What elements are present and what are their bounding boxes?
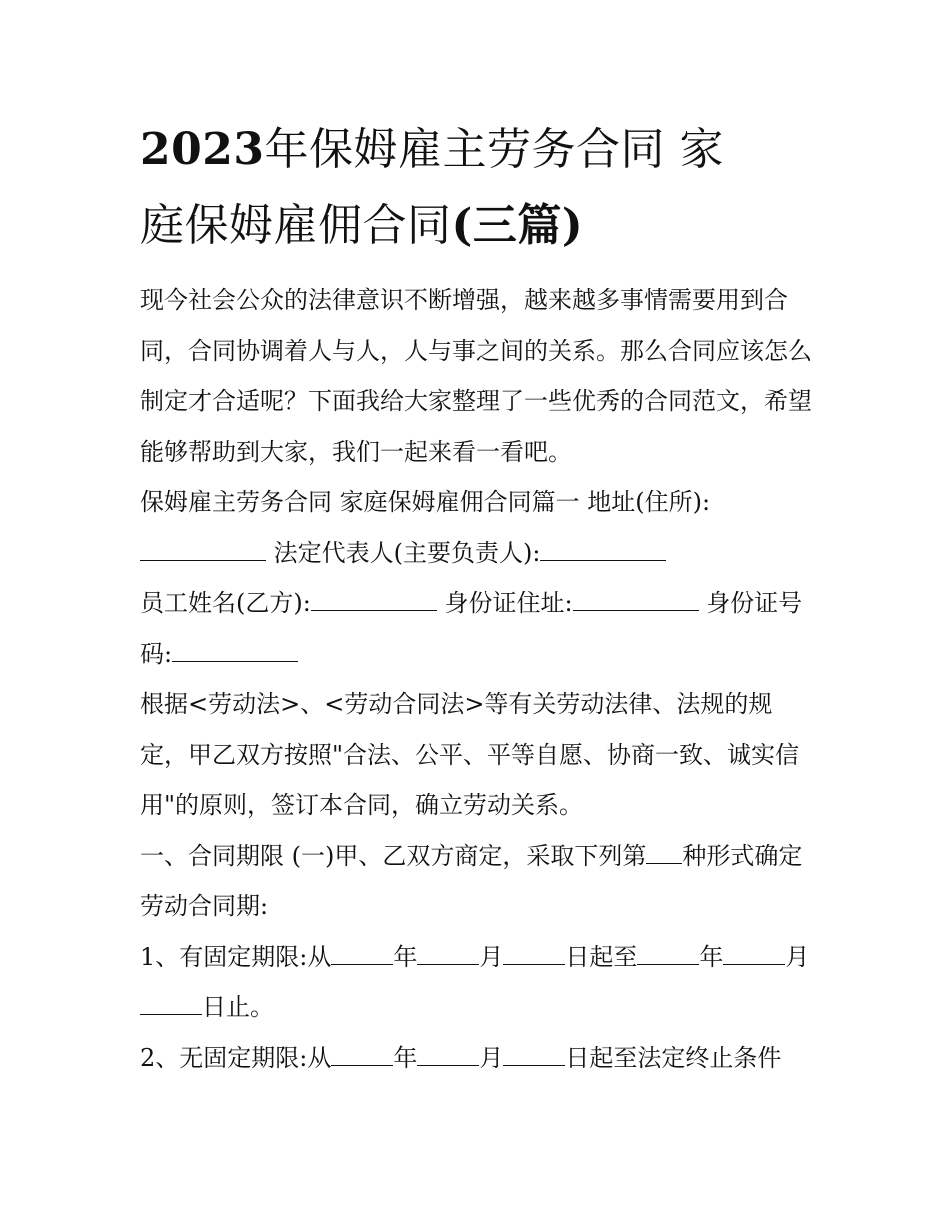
item2-prefix: 2、无固定期限:从 xyxy=(140,1043,332,1072)
legal-rep-label: 法定代表人(主要负责人): xyxy=(273,538,541,567)
title-line1-rest: 年保姆雇主劳务合同 家 xyxy=(264,124,724,175)
item2-end: 日起至法定终止条件 xyxy=(565,1043,782,1072)
item2-start-year-blank xyxy=(331,1042,393,1066)
intro-paragraph: 现今社会公众的法律意识不断增强，越来越多事情需要用到合同，合同协调着人与人，人与事之间的关系。那么合同应该怎么制定才合适呢？下面我给大家整理了一些优秀的合同范文，希望能够帮助到大家，我们一起来看一看吧。 xyxy=(140,286,812,466)
address-blank xyxy=(140,537,266,561)
item1-end-day-blank xyxy=(140,991,202,1015)
basis-paragraph: 根据<劳动法>、<劳动合同法>等有关劳动法律、法规的规定，甲乙双方按照"合法、公平、平等自愿、协商一致、诚实信用"的原则，签订本合同，确立劳动关系。 xyxy=(140,690,800,819)
id-number-blank xyxy=(172,638,298,662)
id-address-label: 身份证住址: xyxy=(444,589,573,617)
party-a-info xyxy=(140,477,820,578)
item1-end: 日止。 xyxy=(202,993,274,1021)
document-body xyxy=(140,275,820,1083)
item1-end-month-blank xyxy=(723,941,785,965)
item1-end-year-blank xyxy=(637,941,699,965)
item2-start-day-blank xyxy=(503,1042,565,1066)
item1-year1: 年 xyxy=(393,942,418,971)
item1-start-day-blank xyxy=(503,941,565,965)
term-clause-prefix: 一、合同期限 (一)甲、乙双方商定，采取下列第 xyxy=(140,841,647,870)
item2-start-month-blank xyxy=(417,1042,479,1066)
term-clause xyxy=(140,831,820,932)
title-line2-a: 庭保姆雇佣合同 xyxy=(140,200,452,251)
title-line2-b: (三篇) xyxy=(451,200,584,251)
id-address-blank xyxy=(573,587,699,611)
term-clause-suffix: 种形式确定劳动合同期: xyxy=(140,841,803,920)
item1-day1: 日起至 xyxy=(565,942,638,971)
legal-rep-blank xyxy=(540,537,666,561)
term-item-2 xyxy=(140,1033,820,1084)
party-b-info xyxy=(140,578,820,679)
term-item-1 xyxy=(140,932,820,1033)
title-year: 2023 xyxy=(140,124,265,175)
term-type-blank xyxy=(646,840,682,864)
section-heading: 保姆雇主劳务合同 家庭保姆雇佣合同篇一 地址(住所): xyxy=(140,488,711,516)
item1-year2: 年 xyxy=(699,942,724,971)
item2-year: 年 xyxy=(393,1043,418,1072)
item1-month1: 月 xyxy=(479,942,504,971)
document-title xyxy=(140,112,820,264)
employee-name-label: 员工姓名(乙方): xyxy=(140,589,311,617)
item1-month2: 月 xyxy=(785,942,810,971)
item1-prefix: 1、有固定期限:从 xyxy=(140,942,332,971)
item1-start-month-blank xyxy=(417,941,479,965)
item1-start-year-blank xyxy=(331,941,393,965)
employee-name-blank xyxy=(311,587,437,611)
item2-month: 月 xyxy=(479,1043,504,1072)
id-number-label: 身份证号码: xyxy=(140,589,803,668)
